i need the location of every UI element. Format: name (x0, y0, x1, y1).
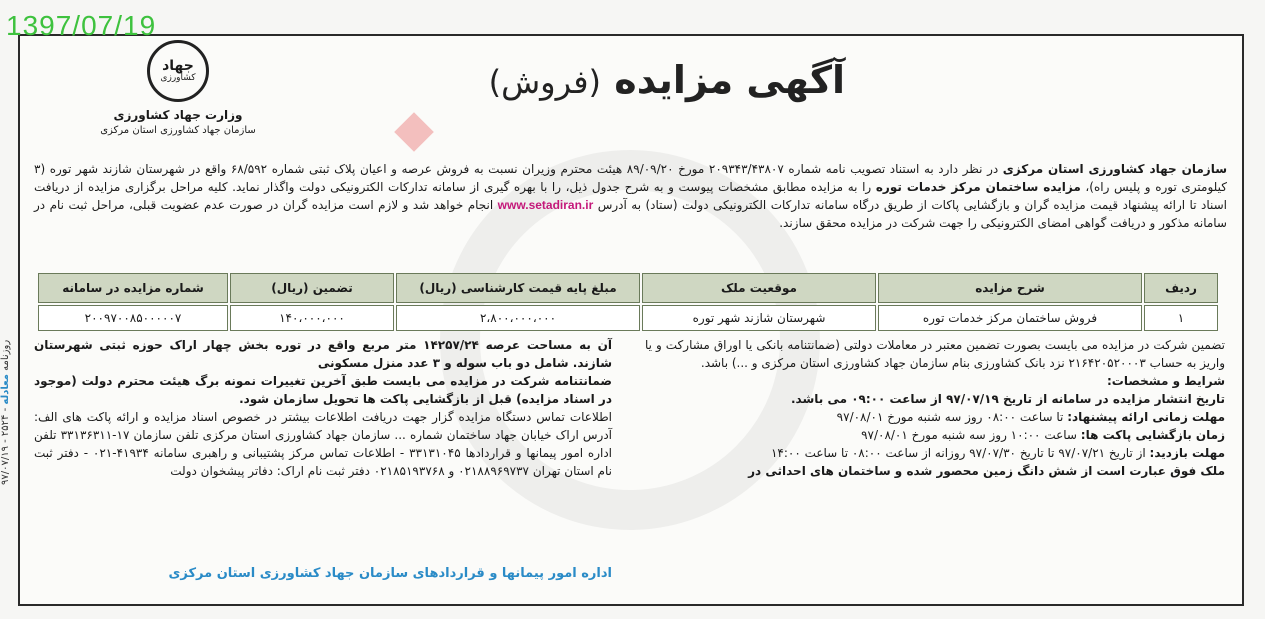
stamp-date: 1397/07/19 (6, 10, 157, 41)
col-guarantee: تضمین (ریال) (230, 273, 394, 303)
publish-date: تاریخ انتشار مزایده در سامانه از تاریخ ۹۷/۰۷/۱۹ از ساعت ۰۹:۰۰ می باشد. (790, 392, 1225, 406)
col-auction-number: شماره مزایده در سامانه (38, 273, 228, 303)
ministry-logo (58, 36, 298, 156)
footer-signature: اداره امور پیمانها و قراردادهای سازمان جهاد کشاورزی استان مرکزی (168, 566, 612, 581)
col-location: موقعیت ملک (642, 273, 876, 303)
cell-base-price: ۲،۸۰۰،۰۰۰،۰۰۰ (396, 305, 640, 331)
cell-row-number: ۱ (1144, 305, 1218, 331)
logo-emblem (147, 40, 209, 102)
logo-sub: کشاورزی (160, 72, 196, 83)
area-text: آن به مساحت عرصه ۱۴۲۵۷/۲۴ متر مربع واقع در توره بخش چهار اراک حوزه ثبتی شهرستان شازند. شامل دو باب سوله و ۳ عدد منزل مسکونی (34, 338, 612, 370)
cell-description: فروش ساختمان مرکز خدمات توره (878, 305, 1142, 331)
property-text: ملک فوق عبارت است از شش دانگ زمین محصور شده و ساختمان های احداثی در (748, 464, 1225, 478)
col-description: شرح مزایده (878, 273, 1142, 303)
intro-text-1: در نظر دارد به استناد تصویب نامه شماره ۲۰۹۳۴۳/۴۳۸۰۷ مورخ ۸۹/۰۹/۲۰ هیئت محترم وزیران نسبت به فروش عرصه و اعیان پلاک ثبتی شماره ۶۸/۵۹۲ واقع در شهرستان شازند شهر توره (۳ کیلومتری توره و پلیس راه)، (34, 162, 1227, 194)
notice-title (489, 58, 845, 102)
visit-value: از تاریخ ۹۷/۰۷/۲۱ تا تاریخ ۹۷/۰۷/۳۰ روزانه از ساعت ۰۸:۰۰ تا ساعت ۱۴:۰۰ (770, 446, 1150, 460)
side-prefix: روزنامه (0, 340, 11, 375)
col-base-price: مبلغ پایه قیمت کارشناسی (ریال) (396, 273, 640, 303)
cell-guarantee: ۱۴۰،۰۰۰،۰۰۰ (230, 305, 394, 331)
table-row (38, 305, 1218, 331)
website-link[interactable]: www.setadiran.ir (497, 198, 594, 212)
visit-label: مهلت بازدید: (1149, 446, 1225, 460)
table-header-row (38, 273, 1218, 303)
bond-text: ضمانتنامه شرکت در مزایده می بایست طبق آخرین تغییرات نمونه برگ هیئت محترم دولت (موجود در اسناد مزایده) قبل از بازگشایی پاکت ها تحویل سازمان شود. (34, 374, 612, 406)
cell-location: شهرستان شازند شهر توره (642, 305, 876, 331)
logo-word: جهاد (162, 57, 194, 74)
col-row-number: ردیف (1144, 273, 1218, 303)
intro-text-2: را به مزایده مطابق مشخصات پیوست و به شرح جدول ذیل، را با بهره گیری از سامانه تدارکات الکترونیکی دولت واگذار نماید. کلیه مراحل برگزاری مزایده از دریافت اسناد تا ارائه پیشنهاد قیمت مزایده گران و بازگشایی پاکات از طریق درگاه سامانه تدارکات الکترونیکی دولت (ستاد) به آدرس (34, 180, 1227, 212)
auction-table (36, 271, 1220, 333)
side-caption (0, 340, 16, 580)
deadline-label: مهلت زمانی ارائه پیشنهاد: (1067, 410, 1225, 424)
title-sub: (فروش) (488, 63, 602, 101)
contact-text: اطلاعات تماس دستگاه مزایده گزار جهت دریافت اطلاعات بیشتر در خصوص اسناد مزایده و ارائه پاکت های الف: آدرس اراک خیابان جهاد ساختمان شماره ... سازمان جهاد کشاورزی استان مرکزی تلفن سازمان ۱۷-۳۳۱۳۶۳۱۱ تلفن اداره امور پیمانها و قراردادها ۳۳۱۳۱۰۴۵ - اطلاعات تماس مرکز پشتیبانی و راهبری سامانه ۴۱۹۳۴-۰۲۱ - دفتر ثبت نام استان تهران ۰۲۱۸۸۹۶۹۷۳۷ و ۰۲۱۸۵۱۹۳۷۶۸ دفتر ثبت نام اراک: دفاتر پیشخوان دولت (34, 410, 612, 478)
right-column (645, 336, 1225, 480)
cell-auction-number: ۲۰۰۹۷۰۰۸۵۰۰۰۰۰۷ (38, 305, 228, 331)
side-info: - ۲۵۲۴ - ۹۷/۰۷/۱۹ (0, 404, 11, 486)
title-main: آگهی مزایده (614, 58, 845, 102)
opening-value: ساعت ۱۰:۰۰ روز سه شنبه مورخ ۹۷/۰۸/۰۱ (861, 428, 1081, 442)
intro-org: سازمان جهاد کشاورزی استان مرکزی (1002, 162, 1228, 176)
left-column (34, 336, 612, 480)
deadline-value: تا ساعت ۰۸:۰۰ روز سه شنبه مورخ ۹۷/۰۸/۰۱ (836, 410, 1068, 424)
guarantee-text: تضمین شرکت در مزایده می بایست بصورت تضمین معتبر در معاملات دولتی (ضمانتنامه بانکی یا اوراق مشارکت و یا واریز به حساب ۲۱۶۴۲۰۵۲۰۰۰۳ نزد بانک کشاورزی بنام سازمان جهاد کشاورزی استان مرکزی و ...) باشد. (645, 338, 1225, 370)
opening-label: زمان بازگشایی پاکت ها: (1080, 428, 1225, 442)
intro-subject: مزایده ساختمان مرکز خدمات توره (875, 180, 1081, 194)
side-paper: معادله (0, 374, 11, 405)
ministry-name: وزارت جهاد کشاورزی (113, 108, 243, 122)
organization-name: سازمان جهاد کشاورزی استان مرکزی (100, 125, 256, 136)
intro-paragraph (34, 160, 1227, 232)
intro-text-3: انجام خواهد شد و لازم است مزایده گران در صورت عدم عضویت قبلی، مراحل ثبت نام در سامانه مذکور و دریافت گواهی امضای الکترونیکی را جهت شرکت در مزایده محقق سازند. (34, 198, 1227, 230)
conditions-heading: شرایط و مشخصات: (1106, 374, 1225, 388)
